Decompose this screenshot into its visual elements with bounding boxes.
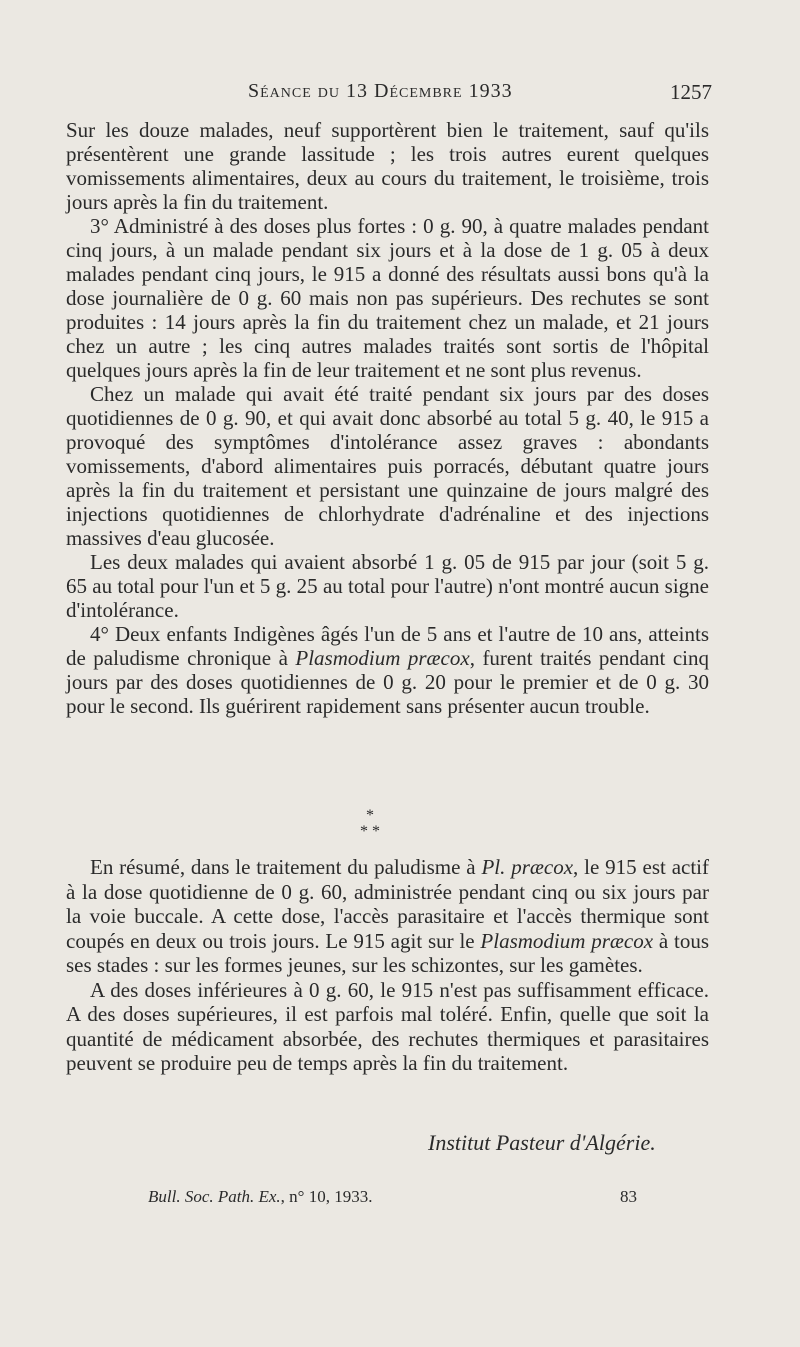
summary-paragraph-1 bbox=[66, 855, 709, 978]
paragraph-3: Chez un malade qui avait été traité pendant six jours par des doses quotidiennes de 0 g. 90, et qui avait donc absorbé au total 5 g. 40, le 915 a provoqué des symptômes d'intolérance assez graves : abondants vomissements, d'abord alimentaires puis porracés, débutant quatre jours après la fin du traitement et persistant une quinzaine de jours malgré des injections quotidiennes de chlorhydrate d'adrénaline et des injections massives d'eau glucosée. bbox=[66, 382, 709, 550]
page-footer bbox=[148, 1187, 372, 1207]
separator-stars-bottom: * * bbox=[360, 823, 380, 840]
paragraph-5 bbox=[66, 622, 709, 718]
summary-text bbox=[66, 855, 709, 1076]
journal-issue: , n° 10, 1933. bbox=[280, 1187, 373, 1206]
paragraph-5-start: 4° Deux enfants Indigènes âgés l'un de 5 ans et l'autre de 10 ans, atteints de paludisme chronique à bbox=[66, 622, 709, 670]
institution-signature: Institut Pasteur d'Algérie. bbox=[428, 1130, 656, 1155]
species-abbrev: Pl. præcox bbox=[481, 855, 574, 879]
species-name-2: Plasmodium præcox bbox=[480, 928, 654, 953]
page-number: 1257 bbox=[670, 80, 712, 104]
paragraph-1: Sur les douze malades, neuf supportèrent bien le traitement, sauf qu'ils présentèrent une grande lassitude ; les trois autres eurent quelques vomissements alimentaires, deux au cours du traitement, le troisième, trois jours après la fin du traitement. bbox=[66, 118, 709, 214]
species-name: Plasmodium præcox bbox=[295, 646, 470, 670]
summary-1-part-b: , le 915 est actif à la dose quotidienne de 0 g. 60, administrée pendant cinq ou six jours par la voie buccale. A cette dose, l'accès parasitaire et l'accès thermique sont coupés en deux ou trois jours. Le 915 agit sur le bbox=[66, 855, 709, 953]
summary-1-part-c: à tous ses stades : sur les formes jeunes, sur les schizontes, sur les gamètes. bbox=[66, 928, 710, 977]
separator-star-top: * bbox=[366, 807, 374, 824]
sheet-number: 83 bbox=[620, 1187, 637, 1206]
journal-name: Bull. Soc. Path. Ex. bbox=[148, 1187, 281, 1206]
running-title: Séance du 13 Décembre 1933 bbox=[248, 80, 513, 102]
summary-1-part-a: En résumé, dans le traitement du paludisme à bbox=[90, 855, 482, 879]
paragraph-5-end: , furent traités pendant cinq jours par des doses quotidiennes de 0 g. 20 pour le premier et de 0 g. 30 pour le second. Ils guérirent rapidement sans présenter aucun trouble. bbox=[66, 646, 709, 718]
page-header bbox=[0, 80, 800, 110]
summary-paragraph-2: A des doses inférieures à 0 g. 60, le 915 n'est pas suffisamment efficace. A des doses supérieures, il est parfois mal toléré. Enfin, quelle que soit la quantité de médicament absorbée, des rechutes thermiques et parasitaires peuvent se produire peu de temps après la fin du traitement. bbox=[66, 977, 709, 1075]
paragraph-4: Les deux malades qui avaient absorbé 1 g. 05 de 915 par jour (soit 5 g. 65 au total pour l'un et 5 g. 25 au total pour l'autre) n'ont montré aucun signe d'intolérance. bbox=[66, 550, 709, 622]
main-text bbox=[66, 118, 709, 718]
paragraph-2: 3° Administré à des doses plus fortes : 0 g. 90, à quatre malades pendant cinq jours, à un malade pendant six jours et à la dose de 1 g. 05 à deux malades pendant cinq jours, le 915 a donné des résultats aussi bons qu'à la dose journalière de 0 g. 60 mais non pas supérieurs. Des rechutes se sont produites : 14 jours après la fin du traitement chez un malade, et 21 jours chez un autre ; les cinq autres malades traités sont sortis de l'hôpital quelques jours après la fin de leur traitement et ne sont plus revenus. bbox=[66, 214, 709, 382]
section-separator bbox=[0, 808, 800, 840]
